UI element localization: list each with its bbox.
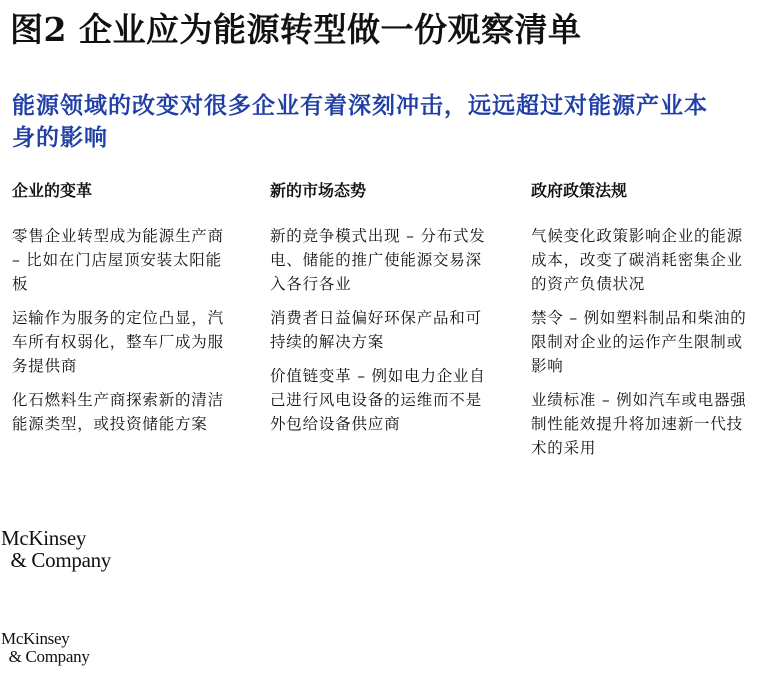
list-item: 新的竞争模式出现 – 分布式发电、储能的推广使能源交易深入各行各业 <box>270 227 486 293</box>
logo-line-2: & Company <box>10 548 111 572</box>
logo-line-1: McKinsey <box>1 629 70 648</box>
list-item: 价值链变革 – 例如电力企业自己进行风电设备的运维而不是外包给设备供应商 <box>270 367 486 433</box>
column-heading: 政府政策法规 <box>531 181 628 200</box>
column-market-dynamics <box>270 178 492 446</box>
subtitle: 能源领域的改变对很多企业有着深刻冲击，远远超过对能源产业本身的影响 <box>12 92 708 151</box>
column-corporate-change <box>12 178 234 446</box>
column-government-policy <box>531 178 753 470</box>
mckinsey-logo <box>1 630 90 666</box>
list-item: 消费者日益偏好环保产品和可持续的解决方案 <box>270 309 482 351</box>
list-item: 业绩标准 – 例如汽车或电器强制性能效提升将加速新一代技术的采用 <box>531 391 747 457</box>
list-item: 气候变化政策影响企业的能源成本，改变了碳消耗密集企业的资产负债状况 <box>531 227 743 293</box>
list-item: 运输作为服务的定位凸显，汽车所有权弱化，整车厂成为服务提供商 <box>12 309 224 375</box>
column-heading: 新的市场态势 <box>270 181 367 200</box>
column-heading: 企业的变革 <box>12 181 93 200</box>
list-item: 化石燃料生产商探索新的清洁能源类型，或投资储能方案 <box>12 391 224 433</box>
mckinsey-logo <box>1 527 111 571</box>
figure-title: 图2 企业应为能源转型做一份观察清单 <box>10 10 582 49</box>
list-item: 禁令 – 例如塑料制品和柴油的限制对企业的运作产生限制或影响 <box>531 309 747 375</box>
logo-line-1: McKinsey <box>1 526 87 550</box>
logo-line-2: & Company <box>8 647 90 666</box>
list-item: 零售企业转型成为能源生产商 – 比如在门店屋顶安装太阳能板 <box>12 227 224 293</box>
